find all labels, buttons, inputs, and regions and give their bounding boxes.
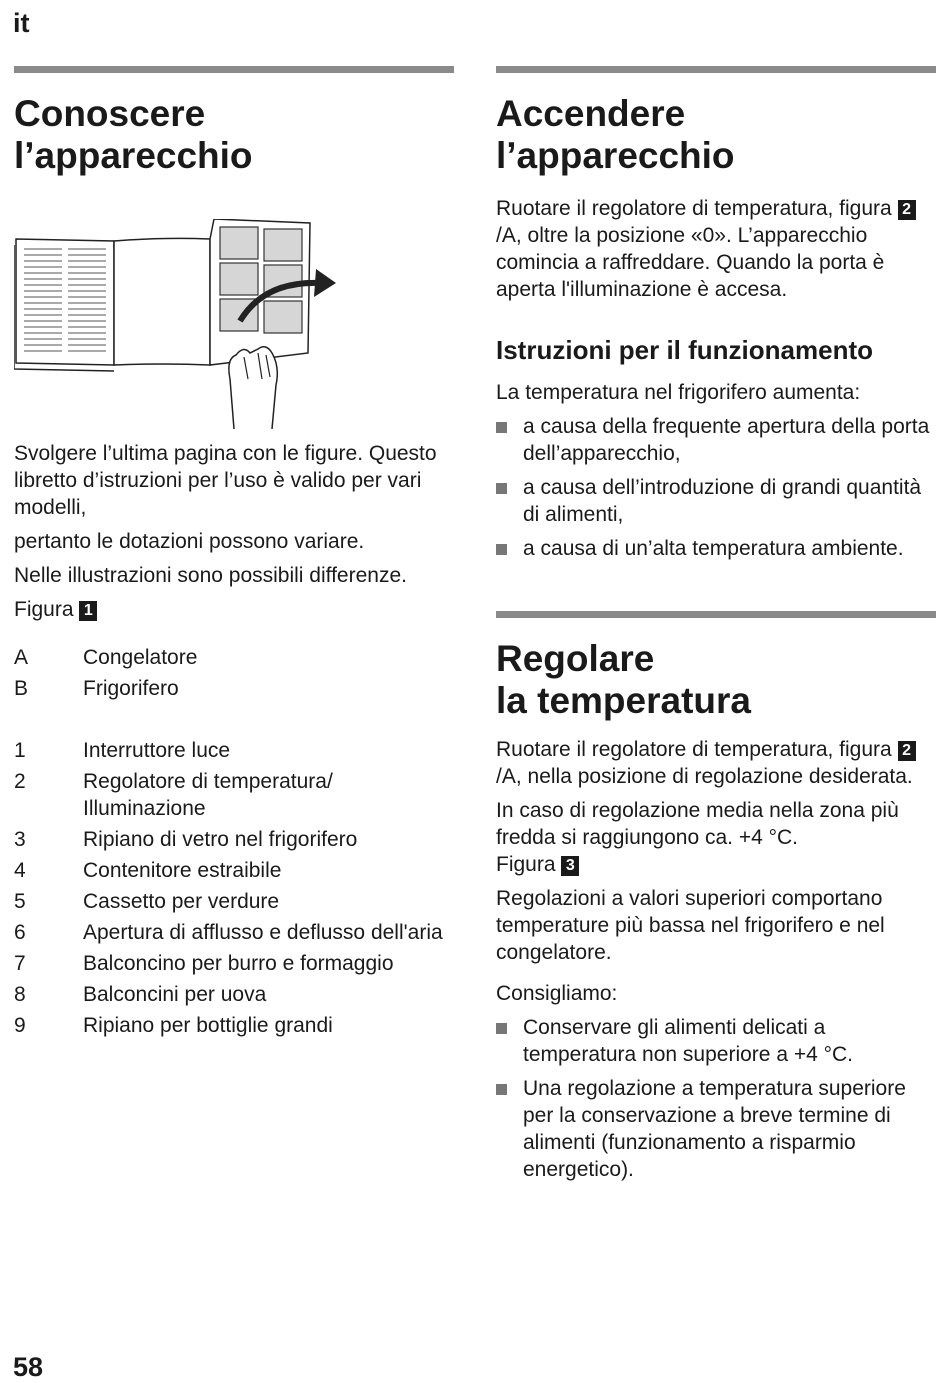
section-rule <box>14 66 454 73</box>
recommendation-intro: Consigliamo: <box>496 982 618 1005</box>
temperature-rise-list <box>496 413 936 562</box>
recommendation-list <box>496 1014 936 1183</box>
section-rule <box>496 611 936 618</box>
list-item: Conservare gli alimenti delicati a temperatura non superiore a +4 °C. <box>496 1014 936 1068</box>
section-title-know-appliance: Conoscere l’apparecchio <box>14 93 253 176</box>
figure-number-badge: 3 <box>561 856 579 876</box>
figure-number-badge: 1 <box>79 601 97 621</box>
legend-row: 1 Interruttore luce <box>14 739 231 762</box>
legend-row: 5 Cassetto per verdure <box>14 890 280 913</box>
legend-row: 9 Ripiano per bottiglie grandi <box>14 1014 333 1037</box>
operating-intro: La temperatura nel frigorifero aumenta: <box>496 381 861 404</box>
intro-paragraph: pertanto le dotazioni possono variare. <box>14 530 365 553</box>
figure-number-badge: 2 <box>898 200 916 220</box>
left-column <box>14 66 454 1039</box>
intro-paragraph: Svolgere l’ultima pagina con le figure. Questo libretto d’istruzioni per l’uso è valido per vari modelli, <box>14 442 437 519</box>
page-number: 58 <box>13 1352 44 1382</box>
switch-on-paragraph: Ruotare il regolatore di temperatura, figura 2/A, oltre la posizione «0». L’apparecchio comincia a raffreddare. Quando la porta è aperta l'illuminazione è accesa. <box>496 195 936 303</box>
legend-row: A Congelatore <box>14 646 198 669</box>
legend-row: 2 Regolatore di temperatura/ Illuminazione <box>14 770 333 820</box>
intro-paragraph: Nelle illustrazioni sono possibili differenze. <box>14 564 407 587</box>
legend-row: 4 Contenitore estraibile <box>14 859 282 882</box>
list-item: a causa dell’introduzione di grandi quantità di alimenti, <box>496 474 936 528</box>
section-title-set-temperature: Regolare la temperatura <box>496 638 751 721</box>
set-temperature-paragraph: Ruotare il regolatore di temperatura, figura 2/A, nella posizione di regolazione desiderata. <box>496 736 936 790</box>
section-rule <box>496 66 936 73</box>
list-item: a causa della frequente apertura della porta dell’apparecchio, <box>496 413 936 467</box>
legend-numbers <box>14 737 454 1039</box>
higher-settings-paragraph: Regolazioni a valori superiori comportano temperature più bassa nel frigorifero e nel congelatore. <box>496 887 885 964</box>
legend-letters <box>14 644 454 702</box>
subsection-title-operating-instructions: Istruzioni per il funzionamento <box>496 335 873 365</box>
legend-row: 8 Balconcini per uova <box>14 983 267 1006</box>
figure-number-badge: 2 <box>898 741 916 761</box>
right-column <box>496 66 936 1183</box>
legend-row: B Frigorifero <box>14 677 179 700</box>
figure-reference: Figura 1 <box>14 596 454 623</box>
manual-fold-out-illustration <box>14 219 354 429</box>
list-item: a causa di un’alta temperatura ambiente. <box>496 535 936 562</box>
legend-row: 3 Ripiano di vetro nel frigorifero <box>14 828 358 851</box>
list-item: Una regolazione a temperatura superiore per la conservazione a breve termine di alimenti (funzionamento a risparmio energetico). <box>496 1075 936 1183</box>
legend-row: 6 Apertura di afflusso e deflusso dell'aria <box>14 921 443 944</box>
language-code: it <box>13 8 30 38</box>
average-setting-paragraph: In caso di regolazione media nella zona più fredda si raggiungono ca. +4 °C. Figura 3 <box>496 799 899 876</box>
legend-row: 7 Balconcino per burro e formaggio <box>14 952 394 975</box>
section-title-switch-on: Accendere l’apparecchio <box>496 93 735 176</box>
